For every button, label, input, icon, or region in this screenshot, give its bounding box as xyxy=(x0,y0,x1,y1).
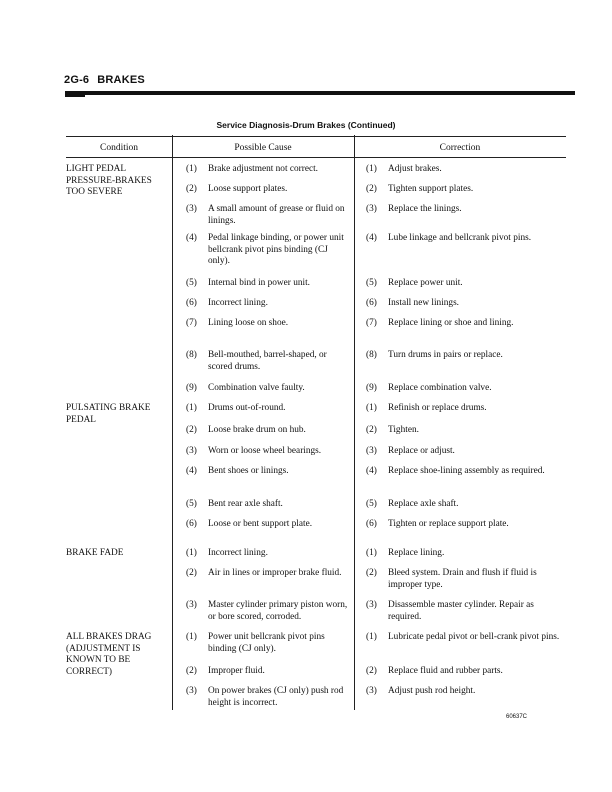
cause-text: Improper fluid. xyxy=(208,666,265,676)
item-number: (2) xyxy=(186,184,197,194)
item-number: (6) xyxy=(186,298,197,308)
cause-text: Loose brake drum on hub. xyxy=(208,425,306,435)
correction-text: Adjust brakes. xyxy=(388,164,442,174)
item-number: (2) xyxy=(186,425,197,435)
page-header xyxy=(64,75,153,87)
condition-cell: LIGHT PEDAL PRESSURE-BRAKES TOO SEVERE xyxy=(66,164,152,197)
item-number: (7) xyxy=(366,318,377,328)
item-number: (2) xyxy=(186,666,197,676)
item-number: (1) xyxy=(366,164,377,174)
cause-text: Drums out-of-round. xyxy=(208,403,286,413)
column-header-correction: Correction xyxy=(439,143,481,153)
condition-cell: PULSATING BRAKE PEDAL xyxy=(66,403,151,425)
header-rule-accent xyxy=(65,94,85,97)
correction-text: Replace axle shaft. xyxy=(388,499,459,509)
cause-text: Bent shoes or linings. xyxy=(208,466,289,476)
item-number: (5) xyxy=(366,278,377,288)
item-number: (3) xyxy=(366,446,377,456)
cause-text: Master cylinder primary piston worn, or bore scored, corroded. xyxy=(208,600,348,622)
item-number: (1) xyxy=(366,548,377,558)
item-number: (5) xyxy=(186,499,197,509)
cause-text: A small amount of grease or fluid on linings. xyxy=(208,204,345,226)
item-number: (6) xyxy=(186,519,197,529)
correction-text: Tighten or replace support plate. xyxy=(388,519,509,529)
correction-text: Install new linings. xyxy=(388,298,460,308)
item-number: (7) xyxy=(186,318,197,328)
item-number: (2) xyxy=(366,425,377,435)
item-number: (1) xyxy=(366,403,377,413)
item-number: (1) xyxy=(186,164,197,174)
condition-cell: ALL BRAKES DRAG (ADJUSTMENT IS KNOWN TO BE CORRECT) xyxy=(66,632,152,677)
cause-text: Worn or loose wheel bearings. xyxy=(208,446,322,456)
item-number: (1) xyxy=(186,632,197,642)
correction-text: Replace lining. xyxy=(388,548,445,558)
table-top-rule xyxy=(66,136,566,137)
correction-text: Replace shoe-lining assembly as required. xyxy=(388,466,545,476)
item-number: (4) xyxy=(366,466,377,476)
correction-text: Lube linkage and bellcrank pivot pins. xyxy=(388,233,532,243)
correction-text: Tighten. xyxy=(388,425,419,435)
correction-text: Replace fluid and rubber parts. xyxy=(388,666,503,676)
correction-text: Turn drums in pairs or replace. xyxy=(388,350,503,360)
item-number: (5) xyxy=(366,499,377,509)
item-number: (2) xyxy=(186,568,197,578)
item-number: (8) xyxy=(366,350,377,360)
table-header-rule xyxy=(66,157,566,158)
correction-text: Replace lining or shoe and lining. xyxy=(388,318,514,328)
cause-text: Pedal linkage binding, or power unit bellcrank pivot pins binding (CJ only). xyxy=(208,233,344,266)
table-title: Service Diagnosis-Drum Brakes (Continued) xyxy=(216,120,396,130)
item-number: (6) xyxy=(366,298,377,308)
column-divider xyxy=(354,135,355,710)
correction-text: Tighten support plates. xyxy=(388,184,474,194)
item-number: (2) xyxy=(366,568,377,578)
item-number: (1) xyxy=(366,632,377,642)
item-number: (4) xyxy=(366,233,377,243)
correction-text: Replace combination valve. xyxy=(388,383,492,393)
item-number: (9) xyxy=(186,383,197,393)
correction-text: Replace the linings. xyxy=(388,204,462,214)
correction-text: Bleed system. Drain and flush if fluid is improper type. xyxy=(388,568,537,590)
item-number: (5) xyxy=(186,278,197,288)
cause-text: Brake adjustment not correct. xyxy=(208,164,318,174)
cause-text: Lining loose on shoe. xyxy=(208,318,289,328)
item-number: (2) xyxy=(366,666,377,676)
item-number: (3) xyxy=(186,446,197,456)
correction-text: Lubricate pedal pivot or bell-crank pivot pins. xyxy=(388,632,560,642)
cause-text: Internal bind in power unit. xyxy=(208,278,310,288)
item-number: (3) xyxy=(366,686,377,696)
cause-text: Loose or bent support plate. xyxy=(208,519,313,529)
column-divider xyxy=(172,135,173,710)
item-number: (1) xyxy=(186,403,197,413)
correction-text: Disassemble master cylinder. Repair as required. xyxy=(388,600,534,622)
correction-text: Adjust push rod height. xyxy=(388,686,476,696)
item-number: (8) xyxy=(186,350,197,360)
page-number: 2G-6 xyxy=(64,74,90,86)
figure-code: 60637C xyxy=(506,714,528,720)
item-number: (6) xyxy=(366,519,377,529)
item-number: (2) xyxy=(366,184,377,194)
correction-text: Replace or adjust. xyxy=(388,446,455,456)
cause-text: Combination valve faulty. xyxy=(208,383,305,393)
item-number: (1) xyxy=(186,548,197,558)
item-number: (9) xyxy=(366,383,377,393)
cause-text: Incorrect lining. xyxy=(208,298,268,308)
cause-text: On power brakes (CJ only) push rod height is incorrect. xyxy=(208,686,344,708)
item-number: (3) xyxy=(366,600,377,610)
item-number: (4) xyxy=(186,233,197,243)
column-header-cause: Possible Cause xyxy=(234,143,292,153)
cause-text: Bent rear axle shaft. xyxy=(208,499,283,509)
item-number: (3) xyxy=(186,686,197,696)
cause-text: Air in lines or improper brake fluid. xyxy=(208,568,342,578)
column-header-condition: Condition xyxy=(99,143,138,153)
item-number: (3) xyxy=(186,600,197,610)
cause-text: Loose support plates. xyxy=(208,184,288,194)
correction-text: Replace power unit. xyxy=(388,278,463,288)
condition-cell: BRAKE FADE xyxy=(66,548,124,558)
cause-text: Incorrect lining. xyxy=(208,548,268,558)
correction-text: Refinish or replace drums. xyxy=(388,403,487,413)
item-number: (3) xyxy=(366,204,377,214)
item-number: (3) xyxy=(186,204,197,214)
section-name: BRAKES xyxy=(97,74,145,86)
header-rule xyxy=(65,91,575,95)
item-number: (4) xyxy=(186,466,197,476)
cause-text: Power unit bellcrank pivot pins binding (CJ only). xyxy=(208,632,325,654)
cause-text: Bell-mouthed, barrel-shaped, or scored drums. xyxy=(208,350,327,372)
